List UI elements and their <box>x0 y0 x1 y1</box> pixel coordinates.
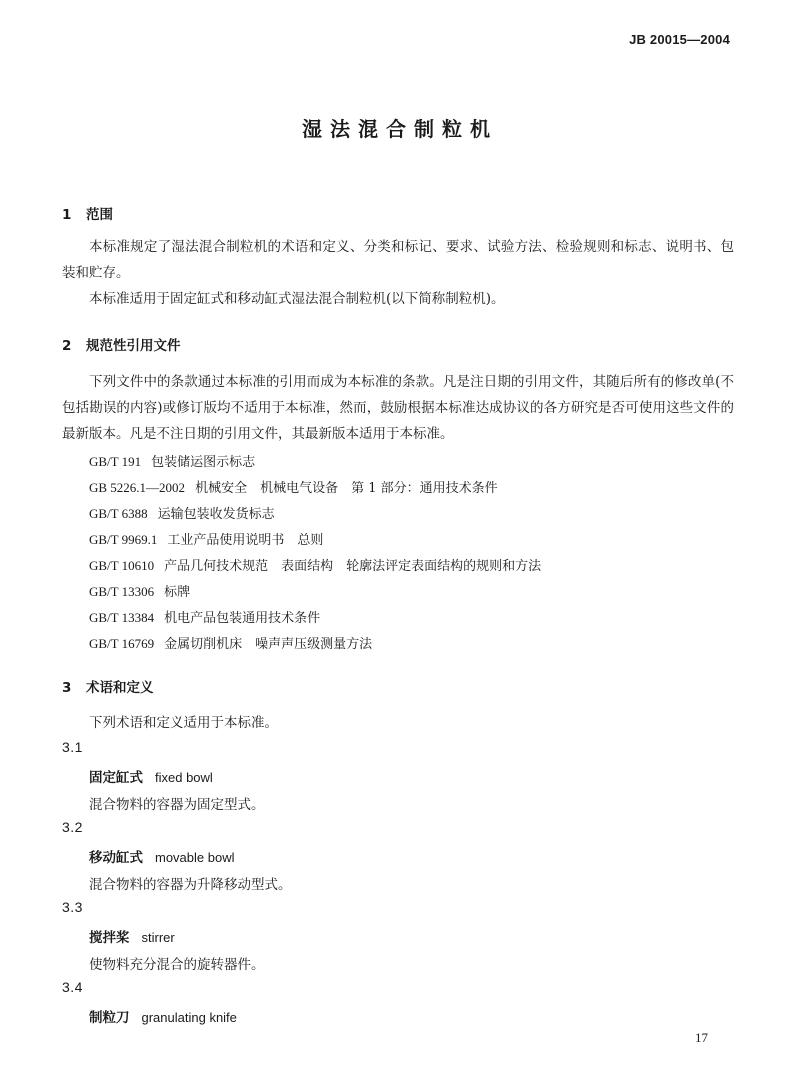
section-title: 规范性引用文件 <box>86 338 181 354</box>
reference-code: GB 5226.1—2002 <box>89 480 186 495</box>
term-entry <box>89 1006 237 1026</box>
section-number: 1 <box>62 207 72 223</box>
term-chinese: 固定缸式 <box>89 770 143 786</box>
term-chinese: 制粒刀 <box>89 1010 130 1026</box>
section-number: 2 <box>62 338 72 354</box>
reference-title: 包装储运图示标志 <box>151 455 256 470</box>
term-definition: 混合物料的容器为固定型式。 <box>89 797 265 813</box>
term-english: movable bowl <box>155 850 235 865</box>
section-3-heading <box>62 676 154 696</box>
section-3-intro: 下列术语和定义适用于本标准。 <box>89 715 278 731</box>
section-1-paragraph-1: 本标准规定了湿法混合制粒机的术语和定义、分类和标记、要求、试验方法、检验规则和标志、说明书、包装和贮存。 <box>62 239 734 281</box>
section-2-heading <box>62 334 181 354</box>
clause-number: 3.4 <box>62 979 83 995</box>
reference-title: 标牌 <box>164 585 191 600</box>
reference-code: GB/T 9969.1 <box>89 532 158 547</box>
page-number: 17 <box>695 1030 708 1045</box>
term-definition: 混合物料的容器为升降移动型式。 <box>89 877 292 893</box>
reference-item <box>89 477 498 496</box>
reference-title: 产品几何技术规范 表面结构 轮廓法评定表面结构的规则和方法 <box>164 559 542 574</box>
term-english: stirrer <box>141 930 175 945</box>
reference-title: 工业产品使用说明书 总则 <box>167 533 324 548</box>
term-chinese: 移动缸式 <box>89 850 143 866</box>
section-title: 范围 <box>86 207 113 223</box>
reference-item <box>89 633 372 652</box>
term-entry <box>89 926 175 946</box>
reference-item <box>89 607 320 626</box>
reference-title: 运输包装收发货标志 <box>157 507 275 522</box>
reference-title: 金属切削机床 噪声声压级测量方法 <box>164 637 373 652</box>
section-title: 术语和定义 <box>86 680 154 696</box>
reference-item <box>89 503 275 522</box>
term-entry <box>89 846 235 866</box>
term-definition: 使物料充分混合的旋转器件。 <box>89 957 265 973</box>
term-entry <box>89 766 213 786</box>
standard-code: JB 20015—2004 <box>629 32 730 47</box>
clause-number: 3.3 <box>62 899 83 915</box>
reference-title: 机械安全 机械电气设备 第 1 部分：通用技术条件 <box>195 481 498 496</box>
clause-number: 3.2 <box>62 819 83 835</box>
reference-code: GB/T 191 <box>89 454 142 469</box>
reference-item <box>89 555 541 574</box>
section-2-intro: 下列文件中的条款通过本标准的引用而成为本标准的条款。凡是注日期的引用文件，其随后所有的修改单(不包括勘误的内容)或修订版均不适用于本标准，然而，鼓励根据本标准达成协议的各方研究是否可使用这些文件的最新版本。凡是不注日期的引用文件，其最新版本适用于本标准。 <box>62 374 734 442</box>
reference-code: GB/T 10610 <box>89 558 155 573</box>
reference-code: GB/T 6388 <box>89 506 148 521</box>
section-number: 3 <box>62 680 72 696</box>
section-1-paragraph-2: 本标准适用于固定缸式和移动缸式湿法混合制粒机(以下简称制粒机)。 <box>89 291 505 307</box>
section-1-heading <box>62 203 113 223</box>
document-title: 湿法混合制粒机 <box>302 117 498 141</box>
reference-code: GB/T 16769 <box>89 636 155 651</box>
reference-item <box>89 581 190 600</box>
reference-code: GB/T 13306 <box>89 584 155 599</box>
reference-item <box>89 529 323 548</box>
reference-title: 机电产品包装通用技术条件 <box>164 611 321 626</box>
reference-code: GB/T 13384 <box>89 610 155 625</box>
reference-item <box>89 451 255 470</box>
clause-number: 3.1 <box>62 739 83 755</box>
term-chinese: 搅拌桨 <box>89 930 130 946</box>
term-english: granulating knife <box>141 1010 237 1025</box>
term-english: fixed bowl <box>155 770 213 785</box>
